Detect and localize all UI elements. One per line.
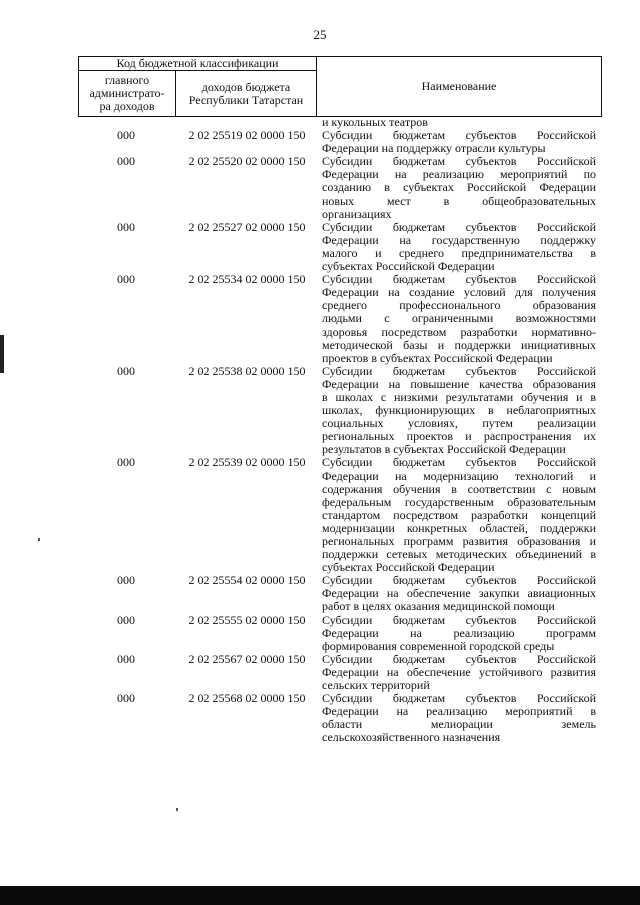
- name-cell: [322, 614, 596, 653]
- name-line: федеральным государственным образовательным: [322, 494, 596, 509]
- admin-code-cell: 000: [117, 128, 135, 143]
- table-row: [78, 653, 600, 692]
- header-code-line: Республики Татарстан: [188, 92, 304, 107]
- name-line: Субсидии бюджетам субъектов Российской: [322, 651, 596, 666]
- name-line: людьми с ограниченными возможностями: [322, 311, 596, 326]
- name-cell: [322, 129, 596, 155]
- name-line: модернизации конкретных областей, поддержки: [322, 520, 596, 535]
- name-line: стандартом посредством разработки концепций: [322, 507, 596, 522]
- budget-code-cell: 2 02 25538 02 0000 150: [188, 363, 306, 378]
- name-line: поддержки сетевых методических объединений в: [322, 547, 596, 562]
- scan-artifact: [176, 808, 178, 811]
- name-line: малого и среднего предпринимательства в: [322, 245, 596, 260]
- header-admin-column: [79, 71, 176, 117]
- name-line: Субсидии бюджетам субъектов Российской: [322, 272, 596, 287]
- name-line: Федерации на государственную поддержку: [322, 232, 596, 247]
- name-cell: [322, 365, 596, 457]
- budget-code-cell: 2 02 25568 02 0000 150: [188, 691, 306, 706]
- admin-code-cell: 000: [117, 363, 135, 378]
- budget-code-cell: 2 02 25554 02 0000 150: [188, 573, 306, 588]
- name-line: социальных условиях, путем реализации: [322, 416, 596, 431]
- name-line: проектов в субъектах Российской Федерации: [322, 350, 553, 365]
- budget-code-cell: 2 02 25519 02 0000 150: [188, 128, 306, 143]
- table-row: [78, 692, 600, 744]
- name-line: здоровья посредством разработки нормативно-: [322, 324, 596, 339]
- admin-code-cell: 000: [117, 612, 135, 627]
- name-line: среднего профессионального образования: [322, 298, 596, 313]
- admin-code-cell: 000: [117, 272, 135, 287]
- admin-code-cell: 000: [117, 573, 135, 588]
- name-line: методической базы и поддержки инициативных: [322, 337, 596, 352]
- admin-code-cell: 000: [117, 455, 135, 470]
- name-line: созданию в субъектах Российской Федерации: [322, 180, 596, 195]
- name-line: Субсидии бюджетам субъектов Российской: [322, 363, 596, 378]
- name-line: Субсидии бюджетам субъектов Российской: [322, 612, 596, 627]
- name-line: содержания обучения в соответствии с новым: [322, 481, 596, 496]
- budget-code-cell: 2 02 25539 02 0000 150: [188, 455, 306, 470]
- name-line: школах, функционирующих в неблагоприятных: [322, 403, 596, 418]
- name-line: Субсидии бюджетам субъектов Российской: [322, 219, 596, 234]
- name-cell: [322, 574, 596, 613]
- name-cell: [322, 692, 596, 744]
- name-line: субъектах Российской Федерации: [322, 560, 495, 575]
- name-line: в школах с низкими результатами обучения и в: [322, 389, 596, 404]
- name-line: Федерации на создание условий для получения: [322, 285, 596, 300]
- name-line: Субсидии бюджетам субъектов Российской: [322, 154, 596, 169]
- scan-artifact: [0, 335, 4, 373]
- scan-bottom-border: [0, 886, 640, 905]
- name-line: Федерации на модернизацию технологий и: [322, 468, 596, 483]
- name-line: результатов в субъектах Российской Федерации: [322, 442, 566, 457]
- name-line: сельскохозяйственного назначения: [322, 730, 501, 745]
- name-line: Федерации на реализацию программ: [322, 625, 596, 640]
- header-admin-line: главного: [104, 73, 150, 87]
- name-line: Субсидии бюджетам субъектов Российской: [322, 455, 596, 470]
- name-line: Федерации на реализацию мероприятий по: [322, 167, 596, 182]
- name-line: Федерации на реализацию мероприятий в: [322, 704, 596, 719]
- admin-code-cell: 000: [117, 154, 135, 169]
- header-admin-line: администрато-: [89, 86, 165, 100]
- name-line: новых мест в общеобразовательных: [322, 193, 596, 208]
- name-line: формирования современной городской среды: [322, 638, 555, 653]
- table-body: [78, 116, 600, 745]
- admin-code-cell: 000: [117, 691, 135, 706]
- table-row: [78, 155, 600, 220]
- name-line: субъектах Российской Федерации: [322, 259, 495, 274]
- name-line: области мелиорации земель: [322, 717, 596, 732]
- name-line: организациях: [322, 206, 392, 221]
- name-line: Федерации на обеспечение устойчивого развития: [322, 664, 596, 679]
- table-header: [78, 56, 602, 117]
- name-cell: [322, 653, 596, 692]
- budget-code-cell: 2 02 25567 02 0000 150: [188, 651, 306, 666]
- name-cell: [322, 221, 596, 273]
- budget-code-cell: 2 02 25534 02 0000 150: [188, 272, 306, 287]
- budget-code-cell: 2 02 25555 02 0000 150: [188, 612, 306, 627]
- name-line: сельских территорий: [322, 678, 430, 693]
- table-row: [78, 129, 600, 155]
- table-row: [78, 365, 600, 457]
- admin-code-cell: 000: [117, 219, 135, 234]
- name-line: региональных программ развития образования и: [322, 534, 596, 548]
- name-line: Субсидии бюджетам субъектов Российской: [322, 128, 596, 143]
- admin-code-cell: 000: [117, 651, 135, 666]
- name-line: Федерации на поддержку отрасли культуры: [322, 141, 546, 156]
- scan-artifact: [38, 538, 40, 541]
- header-group-label: Код бюджетной классификации: [79, 57, 317, 71]
- table-row: [78, 221, 600, 273]
- header-name-column: Наименование: [317, 57, 602, 117]
- name-cell: [322, 456, 596, 574]
- name-line: региональных проектов и распространения их: [322, 429, 596, 444]
- name-cell: [322, 273, 596, 365]
- page-number: 25: [313, 27, 327, 42]
- name-line: Субсидии бюджетам субъектов Российской: [322, 573, 596, 588]
- name-line: Субсидии бюджетам субъектов Российской: [322, 691, 596, 706]
- budget-code-cell: 2 02 25527 02 0000 150: [188, 219, 306, 234]
- budget-code-cell: 2 02 25520 02 0000 150: [188, 154, 306, 169]
- table-row: [78, 614, 600, 653]
- name-cell: [322, 155, 596, 220]
- header-code-line: доходов бюджета: [201, 79, 291, 94]
- table-row: [78, 456, 600, 574]
- table-row: [78, 574, 600, 613]
- continuation-text: и кукольных театров: [322, 115, 428, 129]
- name-line: Федерации на повышение качества образования: [322, 376, 596, 391]
- table-row: [78, 273, 600, 365]
- header-admin-line: ра доходов: [99, 99, 155, 113]
- name-line: Федерации на обеспечение закупки авиационных: [322, 586, 596, 601]
- header-code-column: [176, 71, 317, 117]
- name-line: работ в целях оказания медицинской помощи: [322, 599, 555, 614]
